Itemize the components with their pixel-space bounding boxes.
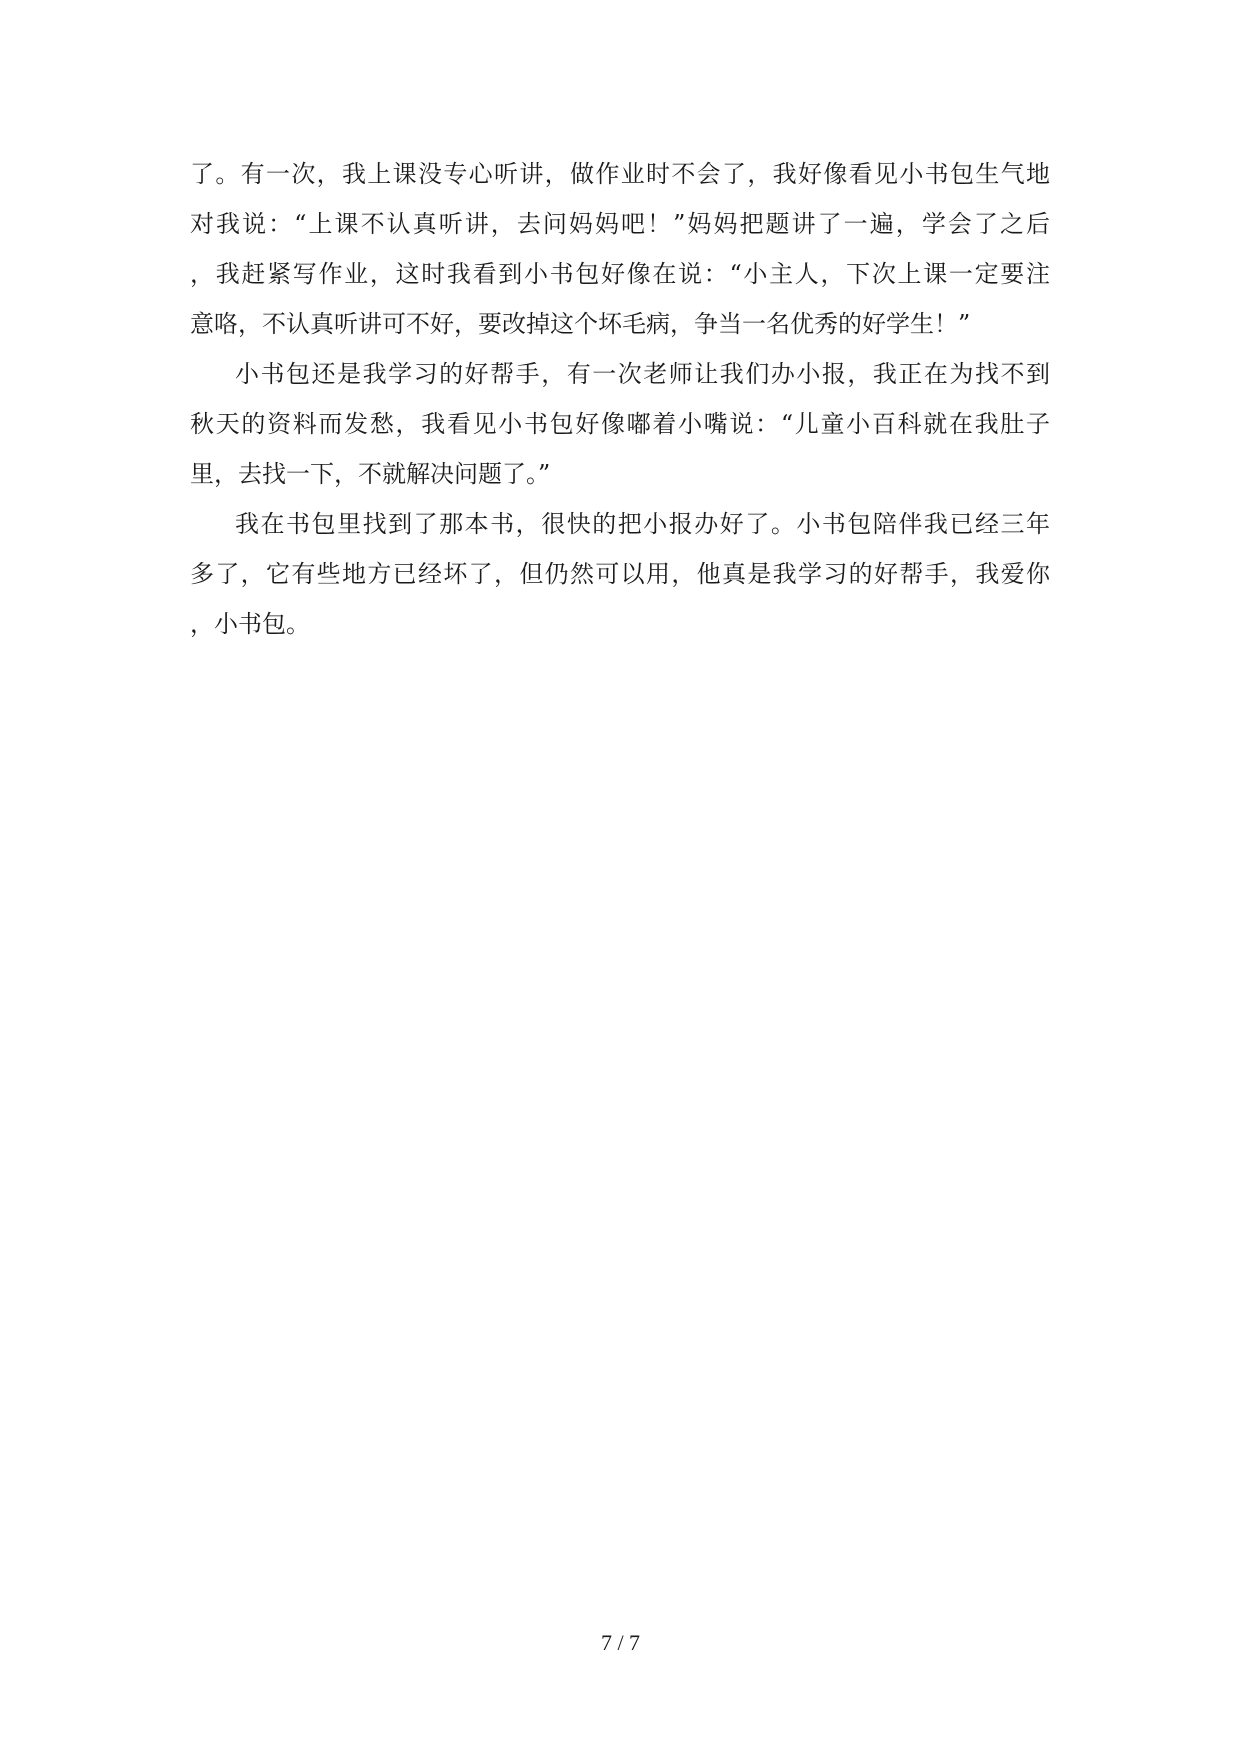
text-line: ，我赶紧写作业，这时我看到小书包好像在说：“小主人，下次上课一定要注 — [190, 260, 1050, 288]
text-line: 里，去找一下，不就解决问题了。” — [190, 460, 551, 488]
text-line: 了。有一次，我上课没专心听讲，做作业时不会了，我好像看见小书包生气地 — [190, 160, 1050, 188]
text-line: 对我说：“上课不认真听讲，去问妈妈吧！”妈妈把题讲了一遍，学会了之后 — [190, 210, 1050, 238]
text-line: 意咯，不认真听讲可不好，要改掉这个坏毛病，争当一名优秀的好学生！” — [190, 310, 971, 338]
page-number: 7 / 7 — [600, 1630, 641, 1655]
text-line: 秋天的资料而发愁，我看见小书包好像嘟着小嘴说：“儿童小百科就在我肚子 — [190, 410, 1050, 438]
paragraph-first-line: 小书包还是我学习的好帮手，有一次老师让我们办小报，我正在为找不到 — [235, 360, 1050, 388]
paragraph-first-line: 我在书包里找到了那本书，很快的把小报办好了。小书包陪伴我已经三年 — [235, 510, 1050, 538]
text-line: 多了，它有些地方已经坏了，但仍然可以用，他真是我学习的好帮手，我爱你 — [190, 560, 1050, 588]
text-line: ，小书包。 — [190, 610, 310, 638]
